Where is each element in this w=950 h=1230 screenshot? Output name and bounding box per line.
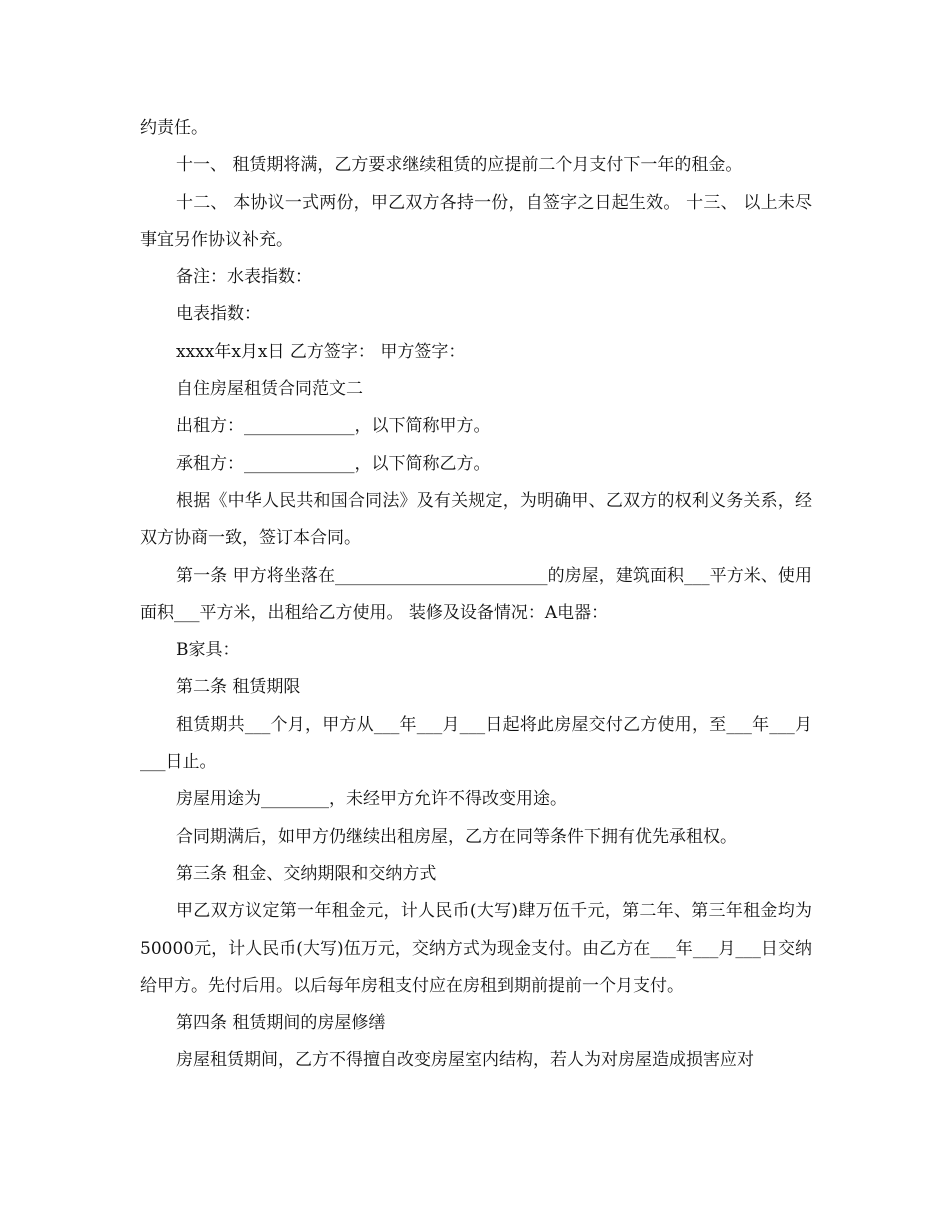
paragraph-2: 十一、 租赁期将满，乙方要求继续租赁的应提前二个月支付下一年的租金。 (176, 155, 743, 176)
paragraph-7: 自住房屋租赁合同范文二 (176, 379, 363, 400)
paragraph-17: 第三条 租金、交纳期限和交纳方式 (176, 863, 437, 884)
paragraph-1: 约责任。 (140, 118, 208, 138)
paragraph-16: 合同期满后，如甲方仍继续出租房屋，乙方在同等条件下拥有优先承租权。 (176, 826, 737, 847)
paragraph-14: 租赁期共___个月，甲方从___年___月___日起将此房屋交付乙方使用，至___年___月___日止。 (140, 714, 812, 773)
paragraph-5: 电表指数： (176, 304, 261, 325)
document-body (140, 110, 812, 1080)
paragraph-9: 承租方：_____________，以下简称乙方。 (176, 453, 491, 474)
paragraph-18: 甲乙双方议定第一年租金元，计人民币(大写)肆万伍千元，第二年、第三年租金均为50000元，计人民币(大写)伍万元，交纳方式为现金支付。由乙方在___年___月___日交纳给甲方。先付后用。以后每年房租支付应在房租到期前提前一个月支付。 (140, 901, 812, 996)
paragraph-3: 十二、 本协议一式两份，甲乙双方各持一份，自签字之日起生效。 十三、 以上未尽事宜另作协议补充。 (140, 192, 812, 250)
paragraph-8: 出租方：_____________，以下简称甲方。 (176, 416, 491, 437)
paragraph-10: 根据《中华人民共和国合同法》及有关规定，为明确甲、乙双方的权利义务关系，经双方协商一致，签订本合同。 (140, 490, 812, 549)
paragraph-15: 房屋用途为________，未经甲方允许不得改变用途。 (176, 789, 567, 810)
paragraph-20: 房屋租赁期间，乙方不得擅自改变房屋室内结构，若人为对房屋造成损害应对 (176, 1050, 754, 1071)
paragraph-6: xxxx年x月x日 乙方签字： 甲方签字： (176, 341, 466, 362)
paragraph-11: 第一条 甲方将坐落在_________________________的房屋，建筑面积___平方米、使用面积___平方米，出租给乙方使用。 装修及设备情况：A电器： (140, 565, 812, 623)
paragraph-12: B家具： (176, 640, 240, 661)
paragraph-13: 第二条 租赁期限 (176, 677, 301, 698)
paragraph-4: 备注：水表指数： (176, 267, 312, 288)
paragraph-19: 第四条 租赁期间的房屋修缮 (176, 1013, 386, 1034)
